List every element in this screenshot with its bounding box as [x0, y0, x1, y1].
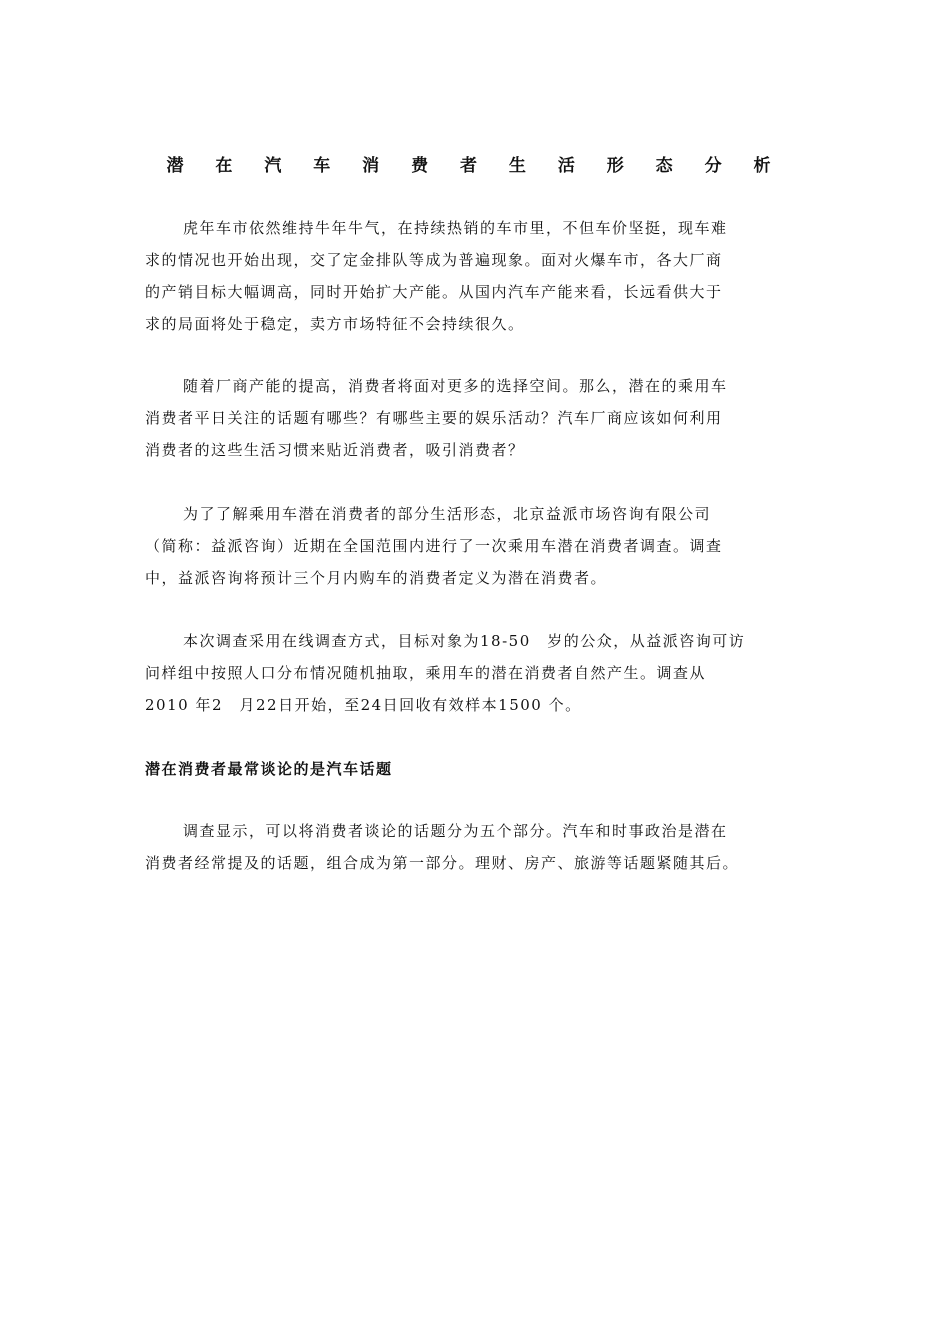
- paragraph-line: （简称：益派咨询）近期在全国范围内进行了一次乘用车潜在消费者调查。调查: [145, 537, 723, 555]
- paragraph-line: 2010 年2 月22日开始，至24日回收有效样本1500 个。: [145, 696, 582, 714]
- paragraph-survey-method: [145, 625, 805, 721]
- section-heading: 潜在消费者最常谈论的是汽车话题: [145, 760, 393, 778]
- paragraph-line: 问样组中按照人口分布情况随机抽取，乘用车的潜在消费者自然产生。调查从: [145, 664, 707, 682]
- paragraph-line: 本次调查采用在线调查方式，目标对象为18-50 岁的公众，从益派咨询可访: [183, 632, 746, 650]
- paragraph-market-overview: [145, 212, 805, 340]
- paragraph-line: 调查显示，可以将消费者谈论的话题分为五个部分。汽车和时事政治是潜在: [183, 822, 728, 840]
- paragraph-line: 为了了解乘用车潜在消费者的部分生活形态，北京益派市场咨询有限公司: [183, 505, 712, 523]
- document-title: 潜 在 汽 车 消 费 者 生 活 形 态 分 析: [166, 156, 784, 176]
- paragraph-consumer-questions: [145, 370, 805, 466]
- paragraph-line: 消费者经常提及的话题，组合成为第一部分。理财、房产、旅游等话题紧随其后。: [145, 854, 740, 872]
- paragraph-line: 消费者的这些生活习惯来贴近消费者，吸引消费者？: [145, 441, 525, 459]
- paragraph-line: 的产销目标大幅调高，同时开始扩大产能。从国内汽车产能来看，长远看供大于: [145, 283, 723, 301]
- paragraph-line: 求的局面将处于稳定，卖方市场特征不会持续很久。: [145, 315, 525, 333]
- paragraph-line: 消费者平日关注的话题有哪些？有哪些主要的娱乐活动？汽车厂商应该如何利用: [145, 409, 723, 427]
- paragraph-topic-findings: [145, 815, 805, 879]
- paragraph-line: 虎年车市依然维持牛年牛气，在持续热销的车市里，不但车价坚挺，现车难: [183, 219, 728, 237]
- paragraph-line: 求的情况也开始出现，交了定金排队等成为普遍现象。面对火爆车市，各大厂商: [145, 251, 723, 269]
- paragraph-survey-intro: [145, 498, 805, 594]
- paragraph-line: 中，益派咨询将预计三个月内购车的消费者定义为潜在消费者。: [145, 569, 608, 587]
- paragraph-line: 随着厂商产能的提高，消费者将面对更多的选择空间。那么，潜在的乘用车: [183, 377, 728, 395]
